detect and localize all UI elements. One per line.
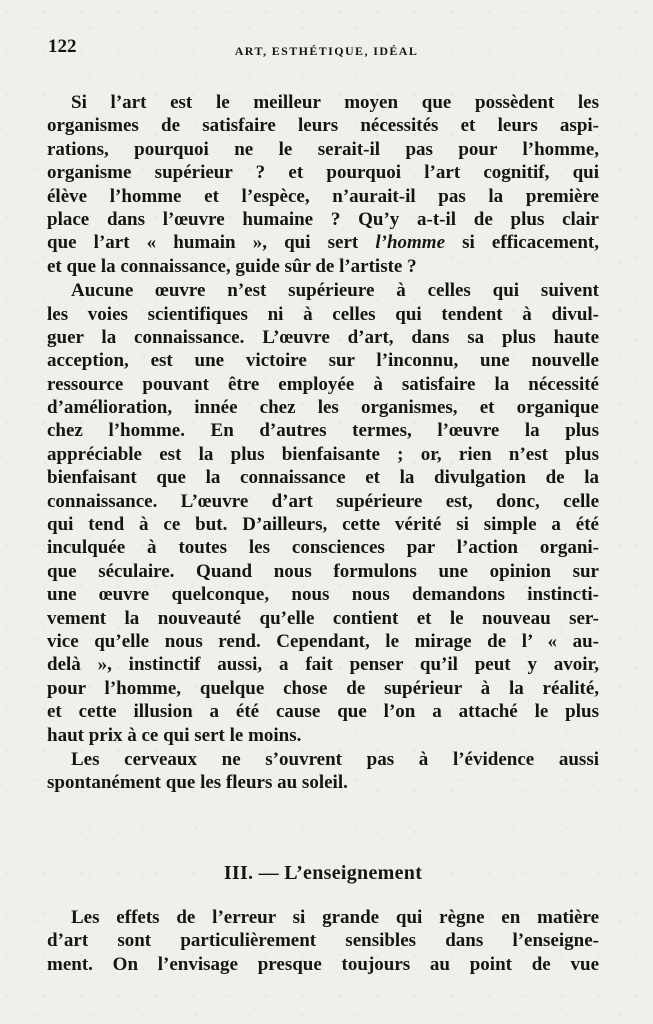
page-header	[48, 36, 605, 64]
text-line: élève l’homme et l’espèce, n’aurait-il pas la première	[47, 185, 599, 207]
text-line: spontanément que les fleurs au soleil.	[47, 772, 348, 794]
text-line: et cette illusion a été cause que l’on a attaché le plus	[47, 701, 599, 723]
text-line-with-italic	[47, 231, 599, 254]
text-line: qui tend à ce but. D’ailleurs, cette vérité si simple a été	[47, 514, 599, 536]
text-line: ressource pouvant être employée à satisfaire la nécessité	[47, 373, 599, 395]
text-line: ment. On l’envisage presque toujours au point de vue	[47, 953, 599, 975]
text-line: delà », instinctif aussi, a fait penser qu’il peut y avoir,	[47, 654, 599, 676]
section-text	[47, 906, 599, 976]
section-heading: III. — L’enseignement	[223, 862, 423, 884]
section-paragraph	[47, 906, 599, 976]
text-line: d’amélioration, innée chez les organismes, et organique	[47, 397, 599, 419]
text-line: pour l’homme, quelque chose de supérieur à la réalité,	[47, 677, 599, 699]
text-line: Les cerveaux ne s’ouvrent pas à l’évidence aussi	[71, 748, 599, 770]
text-line: vice qu’elle nous rend. Cependant, le mirage de l’ « au-	[47, 630, 599, 652]
text-line: les voies scientifiques ni à celles qui tendent à divul-	[47, 303, 599, 325]
text-line: Si l’art est le meilleur moyen que possèdent les	[71, 92, 599, 113]
text-line: et que la connaissance, guide sûr de l’artiste ?	[47, 255, 417, 277]
main-text	[47, 91, 599, 795]
paragraph-2	[47, 279, 599, 747]
text-line: bienfaisant que la connaissance et la divulgation de la	[47, 467, 599, 489]
running-head: ART, ESTHÉTIQUE, IDÉAL	[234, 44, 419, 58]
text-line: acception, est une victoire sur l’inconnu, une nouvelle	[47, 350, 599, 372]
text-segment: que l’art « humain », qui sert	[47, 232, 376, 254]
page-number: 122	[48, 36, 77, 57]
paragraph-3	[47, 748, 599, 795]
text-line: guer la connaissance. L’œuvre d’art, dans sa plus haute	[47, 326, 599, 348]
text-line: que séculaire. Quand nous formulons une opinion sur	[47, 560, 599, 582]
text-line: connaissance. L’œuvre d’art supérieure est, donc, celle	[47, 490, 599, 512]
text-line: appréciable est la plus bienfaisante ; or, rien n’est plus	[47, 443, 599, 465]
text-line: place dans l’œuvre humaine ? Qu’y a-t-il de plus clair	[47, 208, 599, 230]
text-line: inculquée à toutes les consciences par l’action organi-	[47, 537, 599, 559]
text-line: Aucune œuvre n’est supérieure à celles qui suivent	[71, 280, 599, 302]
paragraph-1	[47, 91, 599, 278]
text-line: une œuvre quelconque, nous nous demandons instincti-	[47, 584, 599, 606]
text-segment: si efficacement,	[445, 232, 599, 254]
text-line: organisme supérieur ? et pourquoi l’art cognitif, qui	[47, 162, 599, 184]
italic-word: l’homme	[375, 232, 446, 254]
text-line: Les effets de l’erreur si grande qui règne en matière	[71, 907, 599, 928]
text-line: d’art sont particulièrement sensibles dans l’enseigne-	[47, 930, 599, 952]
text-line: rations, pourquoi ne le serait-il pas pour l’homme,	[47, 138, 599, 160]
text-line: haut prix à ce qui sert le moins.	[47, 724, 302, 746]
text-line: vement la nouveauté qu’elle contient et le nouveau ser-	[47, 607, 599, 629]
text-line: organismes de satisfaire leurs nécessités et leurs aspi-	[47, 115, 599, 137]
text-line: chez l’homme. En d’autres termes, l’œuvre la plus	[47, 420, 599, 442]
